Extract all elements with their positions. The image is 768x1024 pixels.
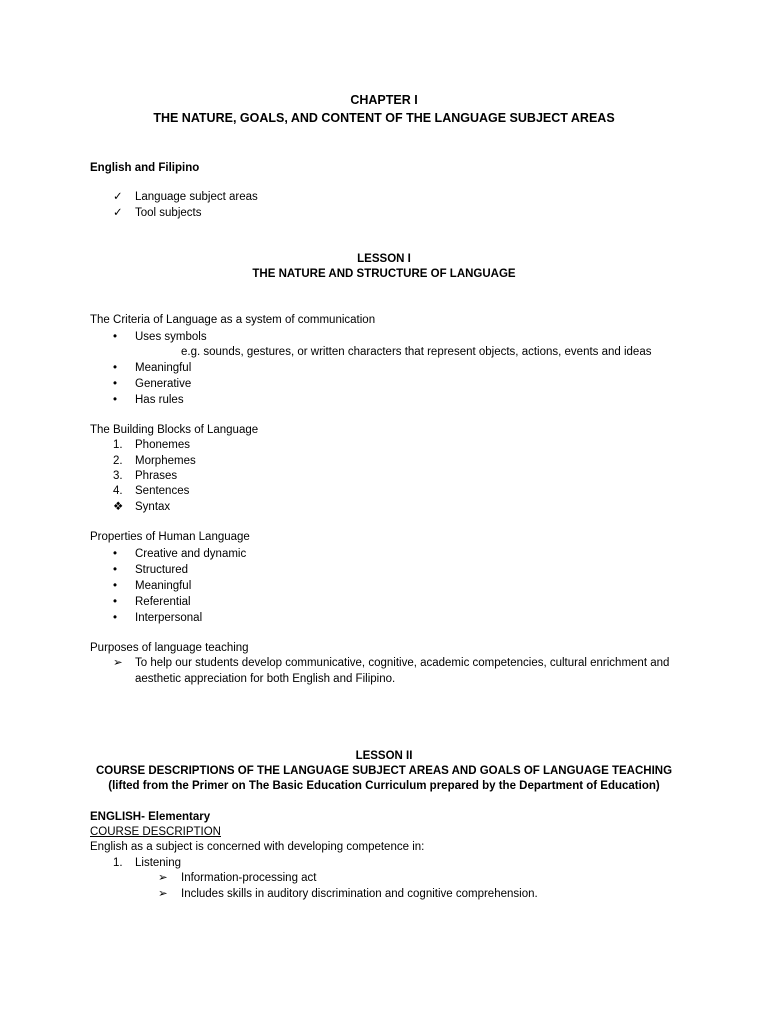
bullet-icon: • xyxy=(113,596,118,608)
blocks-heading: The Building Blocks of Language xyxy=(90,424,259,436)
lesson2-label: LESSON II xyxy=(355,750,413,762)
bullet-icon: • xyxy=(113,331,118,343)
chapter-title: THE NATURE, GOALS, AND CONTENT OF THE LANGUAGE SUBJECT AREAS xyxy=(153,111,615,125)
criteria-item-label: Has rules xyxy=(135,394,184,406)
lesson2-title: COURSE DESCRIPTIONS OF THE LANGUAGE SUBJECT AREAS AND GOALS OF LANGUAGE TEACHING xyxy=(95,765,673,777)
bullet-icon: • xyxy=(113,612,118,624)
blocks-item-label: Phonemes xyxy=(135,439,190,451)
blocks-item-label: Morphemes xyxy=(135,455,196,467)
list-number: 1. xyxy=(113,439,123,451)
criteria-example: e.g. sounds, gestures, or written characters that represent objects, actions, events and ideas xyxy=(181,346,652,358)
arrow-icon: ➢ xyxy=(158,888,168,900)
intro-item-label: Language subject areas xyxy=(135,191,258,203)
list-number: 2. xyxy=(113,455,123,467)
blocks-item-label: Phrases xyxy=(135,470,178,482)
bullet-icon: • xyxy=(113,564,118,576)
check-icon: ✓ xyxy=(113,207,123,219)
purposes-text: To help our students develop communicative, cognitive, academic competencies, cultural enrichment and xyxy=(135,657,670,669)
lesson2-subtitle: (lifted from the Primer on The Basic Education Curriculum prepared by the Department of Education) xyxy=(108,780,660,792)
purposes-text-continued: aesthetic appreciation for both English and Filipino. xyxy=(135,673,396,685)
bullet-icon: • xyxy=(113,580,118,592)
english-heading: ENGLISH- Elementary xyxy=(90,811,211,823)
blocks-item-label: Sentences xyxy=(135,485,190,497)
list-number: 3. xyxy=(113,470,123,482)
list-number: 4. xyxy=(113,485,123,497)
intro-heading: English and Filipino xyxy=(90,162,200,174)
bullet-icon: • xyxy=(113,362,118,374)
properties-heading: Properties of Human Language xyxy=(90,531,250,543)
check-icon: ✓ xyxy=(113,191,123,203)
bullet-icon: • xyxy=(113,378,118,390)
properties-item-label: Referential xyxy=(135,596,191,608)
lesson1-title: THE NATURE AND STRUCTURE OF LANGUAGE xyxy=(252,268,516,280)
arrow-icon: ➢ xyxy=(158,872,168,884)
intro-item-label: Tool subjects xyxy=(135,207,202,219)
criteria-heading: The Criteria of Language as a system of communication xyxy=(90,314,376,326)
english-subitem-label: Information-processing act xyxy=(181,872,317,884)
properties-item-label: Meaningful xyxy=(135,580,192,592)
chapter-label: CHAPTER I xyxy=(350,93,418,107)
diamond-icon: ❖ xyxy=(113,501,124,513)
criteria-item-label: Generative xyxy=(135,378,192,390)
properties-item-label: Creative and dynamic xyxy=(135,548,247,560)
bullet-icon: • xyxy=(113,394,118,406)
course-description-heading: COURSE DESCRIPTION xyxy=(90,826,221,838)
arrow-icon: ➢ xyxy=(113,657,123,669)
properties-item-label: Interpersonal xyxy=(135,612,203,624)
properties-item-label: Structured xyxy=(135,564,189,576)
lesson1-label: LESSON I xyxy=(357,253,411,265)
criteria-item-label: Meaningful xyxy=(135,362,192,374)
purposes-heading: Purposes of language teaching xyxy=(90,642,249,654)
list-number: 1. xyxy=(113,857,123,869)
criteria-item-label: Uses symbols xyxy=(135,331,207,343)
english-subitem-label: Includes skills in auditory discrimination and cognitive comprehension. xyxy=(181,888,538,900)
bullet-icon: • xyxy=(113,548,118,560)
english-intro: English as a subject is concerned with developing competence in: xyxy=(90,841,425,853)
blocks-item-label: Syntax xyxy=(135,501,171,513)
english-item-label: Listening xyxy=(135,857,182,869)
